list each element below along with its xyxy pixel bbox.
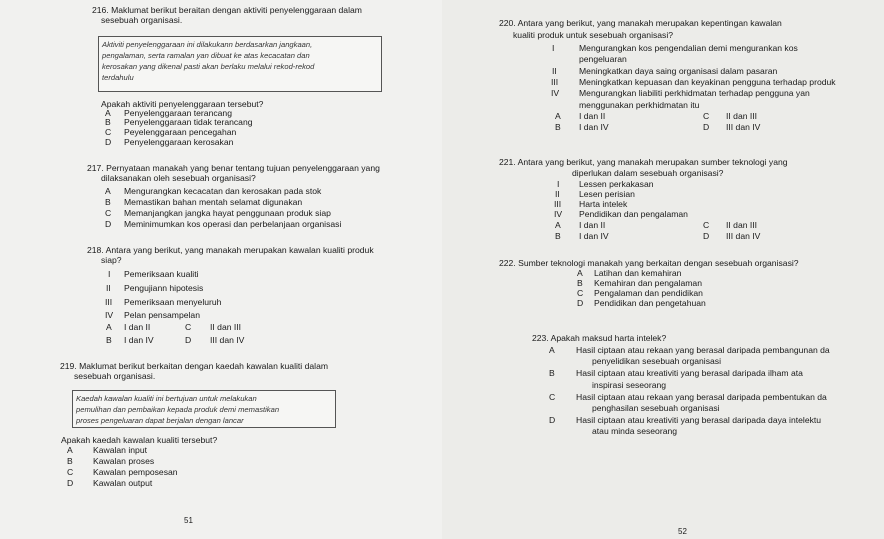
q219-passage-box [72,390,336,428]
option-text: II dan III [726,111,758,121]
q221-item-roman: II [555,189,560,199]
option-text: Mengurangkan kecacatan dan kerosakan pada stok [124,186,322,196]
option-text: Penyelenggaraan terancang [124,108,232,118]
option-text: Hasil ciptaan atau kreativiti yang berasal daripada ilham ata [576,368,803,378]
q218-item-roman: I [108,269,111,279]
option-letter: B [105,197,111,207]
option-text: II dan III [726,220,758,230]
option-text: Pengalaman dan pendidikan [594,288,703,298]
q217-stem-line-2: dilaksanakan oleh sesebuah organisasi? [101,173,256,183]
option-letter: B [106,335,112,345]
option-text: Kemahiran dan pengalaman [594,278,702,288]
q221-item-text: Lessen perkakasan [579,179,654,189]
option-letter: D [577,298,584,308]
option-text: Hasil ciptaan atau kreativiti yang berasal daripada daya intelektu [576,415,822,425]
option-letter: C [703,111,710,121]
page-number-right: 52 [678,527,687,536]
q222-stem: 222. Sumber teknologi manakah yang berkaitan dengan sesebuah organisasi? [499,258,799,268]
q219-passage-line: proses pengeluaran dapat berjalan dengan lancar [76,416,244,425]
q218-item-text: Pemeriksaan menyeluruh [124,297,222,307]
option-text: I dan IV [579,231,609,241]
q220-item-text: menggunakan perkhidmatan itu [579,100,700,110]
q220-item-roman: III [551,77,559,87]
option-letter: B [555,231,561,241]
option-letter: D [703,122,710,132]
q216-passage-box [98,36,382,92]
option-text: I dan II [579,111,606,121]
q221-stem-line-2: diperlukan dalam sesebuah organisasi? [572,168,724,178]
q219-question: Apakah kaedah kawalan kualiti tersebut? [61,435,218,445]
q216-passage-line: kerosakan yang dikenal pasti akan berlaku melalui rekod-rekod [102,62,315,71]
q217-stem-line-1: 217. Pernyataan manakah yang benar tentang tujuan penyelenggaraan yang [87,163,380,173]
option-letter: A [577,268,583,278]
option-letter: B [549,368,555,378]
q220-item-roman: II [552,66,557,76]
q221-item-roman: I [557,179,560,189]
option-letter: A [555,220,561,230]
q221-item-roman: IV [554,209,563,219]
option-text: III dan IV [726,122,761,132]
q220-item-text: Mengurangkan kos pengendalian demi mengurankan kos [579,43,798,53]
option-letter: C [67,467,74,477]
q218-item-roman: IV [105,310,114,320]
q218-item-text: Pemeriksaan kualiti [124,269,199,279]
q220-stem-line-2: kualiti produk untuk sesebuah organisasi? [513,30,674,40]
q220-stem-line-1: 220. Antara yang berikut, yang manakah merupakan kepentingan kawalan [499,18,782,28]
q221-item-text: Lesen perisian [579,189,635,199]
q216-question: Apakah aktiviti penyelenggaraan tersebut? [101,99,264,109]
option-text: III dan IV [210,335,245,345]
q220-item-roman: I [552,43,555,53]
q218-item-text: Pengujiann hipotesis [124,283,204,293]
option-text: I dan II [124,322,151,332]
q218-item-roman: II [106,283,111,293]
option-letter: C [549,392,556,402]
q221-item-text: Harta intelek [579,199,628,209]
q219-stem-line-2: sesebuah organisasi. [74,371,156,381]
q216-passage-line: Aktiviti penyelenggaraan ini dilakukann berdasarkan jangkaan, [102,40,313,49]
q219-passage-line: pemulihan dan pembaikan kepada produk demi memastikan [76,405,280,414]
q221-stem-line-1: 221. Antara yang berikut, yang manakah merupakan sumber teknologi yang [499,157,788,167]
option-text: penghasilan sesebuah organisasi [592,403,720,413]
q220-item-text: Mengurangkan liabiliti perkhidmatan terhadap pengguna yan [579,88,810,98]
option-letter: C [185,322,192,332]
option-letter: C [105,127,112,137]
option-text: I dan II [579,220,606,230]
option-text: Hasil ciptaan atau rekaan yang berasal daripada pembentukan da [576,392,827,402]
option-text: Memanjangkan jangka hayat penggunaan produk siap [124,208,331,218]
option-letter: C [577,288,584,298]
page-number-left: 51 [184,516,193,525]
option-letter: B [105,117,111,127]
q221-item-text: Pendidikan dan pengalaman [579,209,688,219]
option-text: I dan IV [124,335,154,345]
q220-item-text: Meningkatkan daya saing organisasi dalam pasaran [579,66,778,76]
option-text: III dan IV [726,231,761,241]
q220-item-text: Meningkatkan kepuasan dan keyakinan pengguna terhadap produk [579,77,836,87]
option-letter: D [105,219,112,229]
option-letter: D [549,415,556,425]
option-text: Kawalan input [93,445,147,455]
option-text: Peyelenggaraan pencegahan [124,127,237,137]
q216-stem-line-1: 216. Maklumat berikut beraitan dengan aktiviti penyelenggaraan dalam [92,5,362,15]
option-letter: D [105,137,112,147]
q218-stem-line-2: siap? [101,255,122,265]
option-text: penyelidikan sesebuah organisasi [592,356,721,366]
option-letter: D [185,335,192,345]
option-letter: C [703,220,710,230]
option-text: Kawalan pemposesan [93,467,178,477]
q223-stem: 223. Apakah maksud harta intelek? [532,333,667,343]
q219-passage-line: Kaedah kawalan kualiti ini bertujuan untuk melakukan [76,394,257,403]
q220-item-roman: IV [551,88,560,98]
option-text: Memastikan bahan mentah selamat digunakan [124,197,303,207]
q216-passage-line: pengalaman, serta ramalan yan dibuat ke atas kecacatan dan [102,51,310,60]
right-page [442,0,884,539]
option-letter: A [549,345,555,355]
option-text: Pendidikan dan pengetahuan [594,298,706,308]
option-letter: B [577,278,583,288]
option-letter: C [105,208,112,218]
q218-stem-line-1: 218. Antara yang berikut, yang manakah merupakan kawalan kualiti produk [87,245,374,255]
option-letter: B [555,122,561,132]
option-text: II dan III [210,322,242,332]
q216-stem-line-2: sesebuah organisasi. [101,15,183,25]
option-letter: D [703,231,710,241]
q218-item-text: Pelan pensampelan [124,310,200,320]
option-text: inspirasi seseorang [592,380,667,390]
option-letter: A [106,322,112,332]
q218-item-roman: III [105,297,113,307]
option-letter: A [105,108,111,118]
option-text: atau minda seseorang [592,426,678,436]
option-letter: A [67,445,73,455]
q221-item-roman: III [554,199,562,209]
option-text: Hasil ciptaan atau rekaan yang berasal daripada pembangunan da [576,345,830,355]
q219-stem-line-1: 219. Maklumat berikut berkaitan dengan kaedah kawalan kualiti dalam [60,361,329,371]
option-text: Latihan dan kemahiran [594,268,682,278]
option-letter: A [555,111,561,121]
option-text: Kawalan output [93,478,153,488]
option-text: Penyelenggaraan tidak terancang [124,117,253,127]
q216-passage-line: terdahulu [102,73,134,82]
option-text: Kawalan proses [93,456,155,466]
option-text: Penyelenggaraan kerosakan [124,137,234,147]
option-text: I dan IV [579,122,609,132]
option-text: Meminimumkan kos operasi dan perbelanjaan organisasi [124,219,342,229]
option-letter: A [105,186,111,196]
option-letter: B [67,456,73,466]
q220-item-text: pengeluaran [579,54,627,64]
option-letter: D [67,478,74,488]
